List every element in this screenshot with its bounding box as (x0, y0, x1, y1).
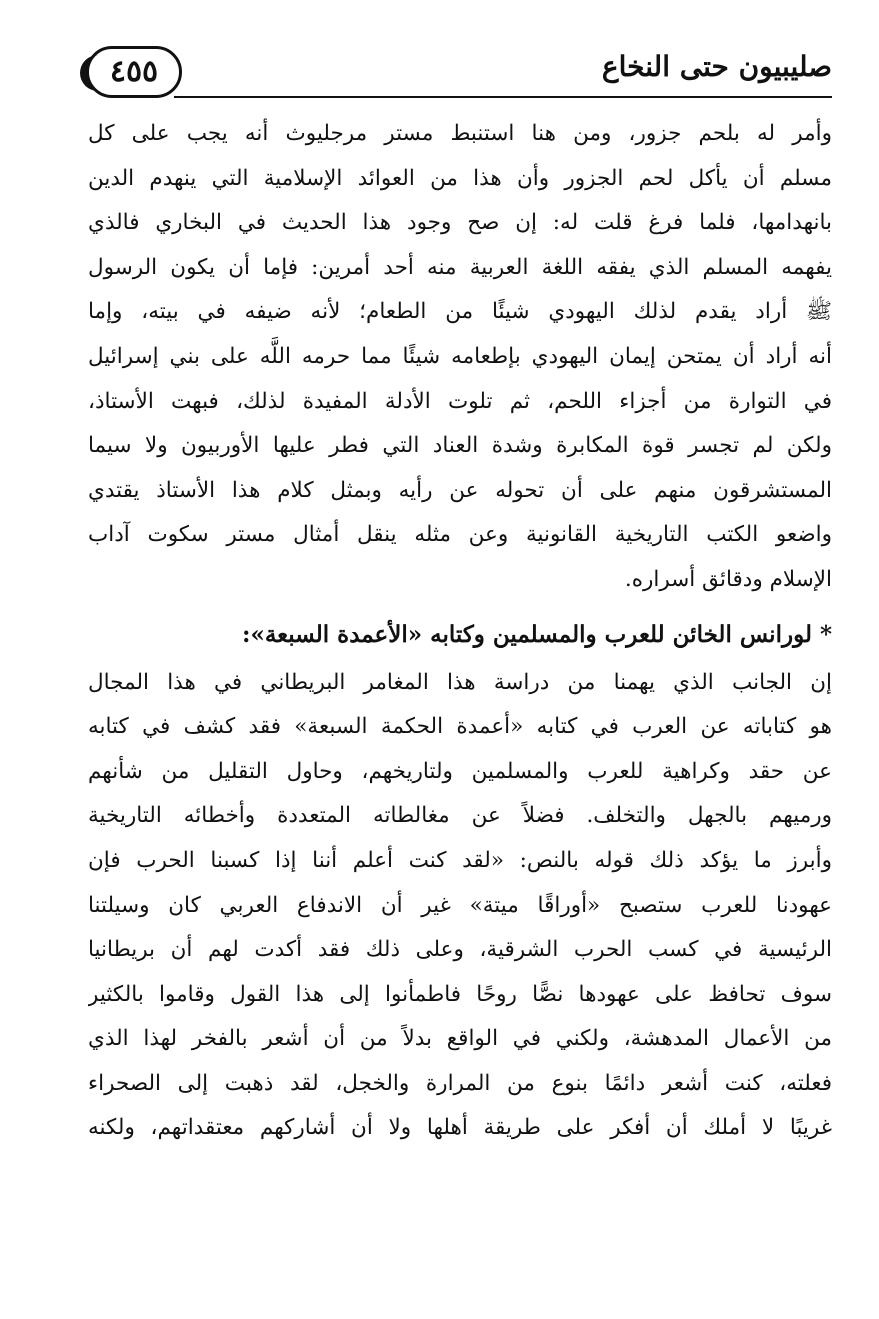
text-line: أنه أراد أن يمتحن إيمان اليهودي بإطعامه شيئًا مما حرمه اللَّه على بني إسرائيل (88, 343, 832, 369)
text-line: في التوارة من أجزاء اللحم، ثم تلوت الأدلة المفيدة لذلك، فبهت الأستاذ، (88, 388, 832, 414)
text-line: مسلم أن يأكل لحم الجزور وأن هذا من العوائد الإسلامية التي ينهدم الدين (88, 165, 832, 191)
page-body (88, 112, 832, 1151)
text-line: ورميهم بالجهل والتخلف. فضلاً عن مغالطاته المتعددة وأخطائه التاريخية (88, 803, 832, 829)
text-line: فعلته، كنت أشعر دائمًا بنوع من المرارة والخجل، لقد ذهبت إلى الصحراء (88, 1070, 832, 1096)
text-line: سوف تحافظ على عهودها نصًّا روحًا فاطمأنوا إلى هذا القول وقاموا بالكثير (88, 981, 832, 1007)
paragraph-1 (88, 112, 832, 603)
text-line: عن حقد وكراهية للعرب والمسلمين ولتاريخهم، وحاول التقليل من شأنهم (88, 758, 832, 784)
text-line: وأبرز ما يؤكد ذلك قوله بالنص: «لقد كنت أعلم أننا إذا كسبنا الحرب فإن (88, 847, 832, 873)
text-line: عهودنا للعرب ستصبح «أوراقًا ميتة» غير أن الاندفاع العربي كان وسيلتنا (88, 892, 832, 918)
text-line: من الأعمال المدهشة، ولكني في الواقع بدلاً من أن أشعر بالفخر لهذا الذي (88, 1026, 832, 1052)
section-heading: * لورانس الخائن للعرب والمسلمين وكتابه «الأعمدة السبعة»: (241, 620, 832, 648)
text-line: واضعو الكتب التاريخية القانونية وعن مثله ينقل أمثال مستر سكوت آداب (88, 522, 832, 548)
text-line: بانهدامها، فلما فرغ قلت له: إن صح وجود هذا الحديث في البخاري فالذي (88, 210, 832, 236)
text-line: هو كتاباته عن العرب في كتابه «أعمدة الحكمة السبعة» فقد كشف في كتابه (88, 714, 832, 740)
paragraph-2 (88, 661, 832, 1152)
text-line: وأمر له بلحم جزور، ومن هنا استنبط مستر مرجليوث أنه يجب على كل (88, 121, 832, 146)
text-line: ﷺ أراد يقدم لذلك اليهودي شيئًا من الطعام؛ لأنه ضيفه في بيته، وإما (88, 299, 832, 325)
text-line: يفهمه المسلم الذي يفقه اللغة العربية منه أحد أمرين: فإما أن يكون الرسول (88, 254, 832, 280)
text-line: الإسلام ودقائق أسراره. (624, 566, 832, 592)
text-line: غريبًا لا أملك أن أفكر على طريقة أهلها ولا أن أشاركهم معتقداتهم، ولكنه (88, 1115, 832, 1141)
text-line: إن الجانب الذي يهمنا من دراسة هذا المغامر البريطاني في هذا المجال (88, 669, 832, 695)
page-number-frame (86, 46, 182, 98)
running-title: صليبيون حتى النخاع (601, 50, 832, 83)
header-rule (174, 96, 832, 98)
text-line: المستشرقون منهم على أن تحوله عن رأيه وبمثل كلام هذا الأستاذ يقتدي (88, 477, 832, 503)
text-line: الرئيسية في كسب الحرب الشرقية، وعلى ذلك فقد أكدت لهم أن بريطانيا (88, 937, 832, 963)
page-header (86, 42, 832, 104)
page-number: ٤٥٥ (109, 54, 159, 89)
text-line: ولكن لم تجسر قوة المكابرة وشدة العناد التي فطر عليها الأوربيون ولا سيما (88, 433, 832, 459)
